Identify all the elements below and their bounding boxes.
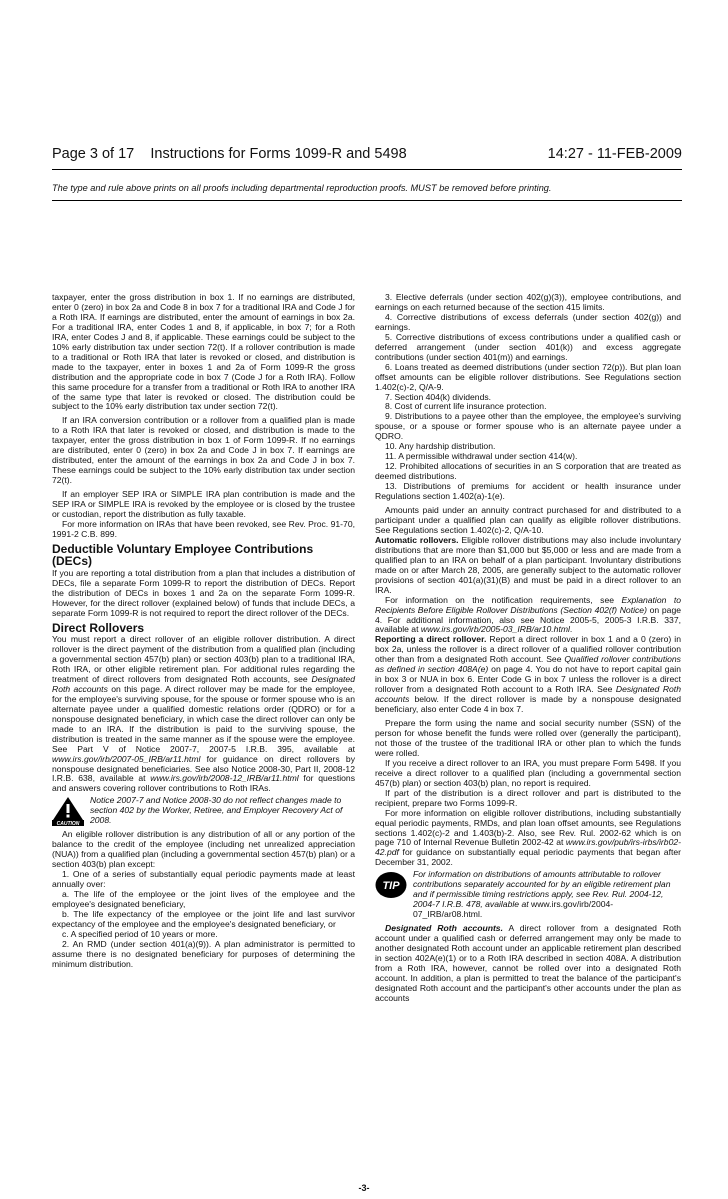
paragraph: Designated Roth accounts. A direct rollover from a designated Roth account under a qualified cash or deferred arrangement may only be made to another designated Roth account under an applicable retirement plan described in section 402A(e)(1) or to a Roth IRA described in section 408A. A distribution from a Roth IRA, however, cannot be rolled over into a designated Roth account. In addition, a plan is permitted to treat the balance of the participant's designated Roth account and the participant's other accounts under the plan as accounts xyxy=(375,923,682,1003)
paragraph: If you are reporting a total distribution from a plan that includes a distribution of DECs, file a separate Form 1099-R to report the distribution of DECs. Report the distribution of DECs in boxes 1 and 2a on the separate Form 1099-R. However, for the direct rollover (explained below) of funds that include DECs, a separate Form 1099-R is not required to report the direct rollover of the DECs. xyxy=(52,567,355,618)
tip-text: For information on distributions of amounts attributable to rollover contributions separately accounted for by an eligible retirement plan and if permissible timing restrictions apply, see Rev. Rul. 2004-12, 2004-7 I.R.B. 478, available at xyxy=(413,869,671,910)
caution-note xyxy=(52,796,355,826)
paragraph: If you receive a direct rollover to an IRA, you must prepare Form 5498. If you receive a direct rollover to a qualified plan (including a governmental section 457(b) plan) or section 403(b) plan, no report is required. xyxy=(375,757,681,788)
paragraph: taxpayer, enter the gross distribution in box 1. If no earnings are distributed, enter 0 (zero) in box 2a and Code 8 in box 7 for a traditional IRA and Code J for a Roth IRA. If earnings are distributed, enter the amount of earnings in box 2a. For a traditional IRA, enter Codes 1 and 8, if applicable, in box 7; for a Roth IRA, enter Codes J and 8, if applicable. These earnings could be subject to the 10% early distribution tax under section 72(t). If a rollover contribution is made to a traditional or Roth IRA that later is revoked or closed, and distribution is made to the taxpayer, enter in boxes 1 and 2a of Form 1099-R the gross distribution and the appropriate code in box 7 (Code J for a Roth IRA). Follow this same procedure for a transfer from a traditional or Roth IRA to another IRA of the same type that later is revoked or closed. The distribution could be subject to the 10% early distribution tax under section 72(t). xyxy=(52,292,355,412)
list-item: 5. Corrective distributions of excess contributions under a qualified cash or deferred arrangement (under section 401(k)) and excess aggregate contributions (under section 401(m)) and earnings. xyxy=(375,331,681,362)
paragraph: Automatic rollovers. Eligible rollover distributions may also include involuntary distributions that are more than $1,000 but $5,000 or less and are made from a qualified plan to an IRA on behalf of a plan participant. Involuntary distributions made on or after March 28, 2005, are generally subject to the automatic rollover provisions of section 401(a)(31)(B) and must be paid in a direct rollover to an IRA. xyxy=(375,534,682,595)
header-page-info: Page 3 of 17 Instructions for Forms 1099-R and 5498 xyxy=(52,146,407,162)
list-item: 1. One of a series of substantially equal periodic payments made at least annually over: xyxy=(52,869,355,890)
paragraph: You must report a direct rollover of an eligible rollover distribution. A direct rollover is the direct payment of the distribution from a qualified plan (including a governmental section 457(b) plan) or section 403(b) plan to a traditional IRA, Roth IRA, or other eligible retirement plan. For additional rules regarding the treatment of direct rollovers from designated Roth accounts, see Designated Roth accounts on this page. A direct rollover may be made for the employee, for the employee's surviving spouse, for the spouse or former spouse who is an alternate payee under a qualified domestic relations order (QDRO) or for a nonspouse designated beneficiary, in which case the direct rollover can only be made to an IRA. If the distribution is paid to the surviving spouse, the distribution is treated in the same manner as if the spouse were the employee. See Part V of Notice 2007-7, 2007-5 I.R.B. 395, available at www.irs.gov/irb/2007-05_IRB/ar11.html for guidance on direct rollovers by nonspouse designated beneficiaries. See also Notice 2008-30, Part II, 2008-12 I.R.B. 638, available at www.irs.gov/irb/2008-12_IRB/ar11.html for questions and answers covering rollover contributions to Roth IRAs. xyxy=(52,634,356,794)
list-item: 7. Section 404(k) dividends. xyxy=(385,391,492,402)
section-heading: Deductible Voluntary Employee Contributions (DECs) xyxy=(52,541,314,569)
proof-notice: The type and rule above prints on all proofs including departmental reproduction proofs. MUST be removed before printing. xyxy=(52,183,552,193)
caution-icon xyxy=(52,796,84,826)
section-heading: Direct Rollovers xyxy=(52,620,145,635)
list-item: 9. Distributions to a payee other than the employee, the employee's surviving spouse, or a spouse or former spouse who is an alternate payee under a QDRO. xyxy=(375,411,681,442)
paragraph: Reporting a direct rollover. Report a direct rollover in box 1 and a 0 (zero) in box 2a, unless the rollover is a direct rollover of a qualified rollover contribution other than from a designated Roth account. See Qualified rollover contributions as defined in section 408A(e) on page 4. You do not have to report capital gain in box 3 or NUA in box 6. Enter Code G in box 7 unless the rollover is a direct rollover from a designated Roth account to a Roth IRA. See Designated Roth accounts below. If the direct rollover is made by a nonspouse designated beneficiary, also enter Code 4 in box 7. xyxy=(375,634,681,715)
list-item: 13. Distributions of premiums for accident or health insurance under Regulations section 1.402(a)-1(e). xyxy=(375,481,681,502)
list-item: c. A specified period of 10 years or more. xyxy=(62,928,218,939)
header-rule xyxy=(52,169,682,170)
paragraph: For more information on eligible rollover distributions, including substantially equal periodic payments, RMDs, and plan loan offset amounts, see Regulations sections 1.402(c)-2 and 1.403(b)-2. Also, see Rev. Rul. 2002-62 which is on page 710 of Internal Revenue Bulletin 2002-42 at www.irs.gov/pub/irs-irbs/irb02-42.pdf for guidance on substantially equal periodic payments that began after December 31, 2002. xyxy=(375,807,681,868)
paragraph: Prepare the form using the name and social security number (SSN) of the person for whose benefit the funds were rolled over (generally the participant), not those of the trustee of the traditional IRA or other plan to which the funds were rolled. xyxy=(375,718,681,758)
list-item: 8. Cost of current life insurance protection. xyxy=(385,401,547,412)
paragraph: An eligible rollover distribution is any distribution of all or any portion of the balance to the credit of the employee (including net unrealized appreciation (NUA)) from a qualified plan (including a governmental section 457(b) plan) or a section 403(b) plan except: xyxy=(52,829,355,870)
notice-rule xyxy=(52,200,682,201)
paragraph: If an employer SEP IRA or SIMPLE IRA plan contribution is made and the SEP IRA or SIMPLE IRA is revoked by the employee or is closed by the trustee or custodian, report the distribution as fully taxable. xyxy=(52,489,355,520)
paragraph: Amounts paid under an annuity contract purchased for and distributed to a participant under a qualified plan can qualify as eligible rollover distributions. See Regulations section 1.402(c)-2, Q/A-10. xyxy=(375,505,681,535)
tip-url: www.irs.gov/irb/2004-07_IRB/ar08.html. xyxy=(413,899,614,920)
right-column xyxy=(375,293,681,1004)
list-item: 11. A permissible withdrawal under section 414(w). xyxy=(385,451,578,462)
tip-icon xyxy=(375,870,407,900)
svg-text:CAUTION: CAUTION xyxy=(56,821,80,827)
paragraph: For more information on IRAs that have been revoked, see Rev. Proc. 91-70, 1991-2 C.B. 899. xyxy=(52,518,355,539)
caution-text: Notice 2007-7 and Notice 2008-30 do not reflect changes made to section 402 by the Worker, Retiree, and Employer Recovery Act of 2008. xyxy=(90,795,343,826)
paragraph: If part of the distribution is a direct rollover and part is distributed to the recipient, prepare two Forms 1099-R. xyxy=(375,787,681,808)
page-header xyxy=(52,146,682,168)
list-item: 12. Prohibited allocations of securities in an S corporation that are treated as deemed distributions. xyxy=(375,461,681,482)
svg-text:TIP: TIP xyxy=(382,880,400,893)
list-item: 10. Any hardship distribution. xyxy=(385,441,496,452)
list-item: 3. Elective deferrals (under section 402(g)(3)), employee contributions, and earnings on each returned because of the section 415 limits. xyxy=(375,292,681,312)
left-column xyxy=(52,293,355,970)
list-item: 6. Loans treated as deemed distributions (under section 72(p)). But plan loan offset amounts can be eligible rollover distributions. See Regulations section 1.402(c)-2, Q/A-9. xyxy=(375,361,681,392)
list-item: 2. An RMD (under section 401(a)(9)). A plan administrator is permitted to assume there is no designated beneficiary for purposes of determining the minimum distribution. xyxy=(52,938,355,969)
list-item: b. The life expectancy of the employee or the joint life and last survivor expectancy of the employee and the employee's designated beneficiary, or xyxy=(52,909,355,929)
paragraph: For information on the notification requirements, see Explanation to Recipients Before Eligible Rollover Distributions (Section 402(f) Notice) on page 4. For additional information, also see Notice 2005-5, 2005-3 I.R.B. 337, available at www.irs.gov/irb/2005-03_IRB/ar10.html. xyxy=(375,594,682,635)
tip-note xyxy=(375,870,681,920)
page-number: -3- xyxy=(358,1183,370,1193)
paragraph: If an IRA conversion contribution or a rollover from a qualified plan is made to a Roth IRA that later is revoked or closed, and distribution is made to the taxpayer, enter the gross distribution in box 1 of Form 1099-R. If no earnings are distributed, enter 0 (zero) in box 2a and Code J in box 7. If earnings are distributed, enter the amount of the earnings in box 2a and Code J in box 7. These earnings could be subject to the 10% early distribution tax under section 72(t). xyxy=(52,415,355,486)
list-item: 4. Corrective distributions of excess deferrals (under section 402(g)) and earnings. xyxy=(375,311,681,332)
list-item: a. The life of the employee or the joint lives of the employee and the employee's designated beneficiary, xyxy=(52,889,355,910)
header-timestamp: 14:27 - 11-FEB-2009 xyxy=(547,146,682,162)
